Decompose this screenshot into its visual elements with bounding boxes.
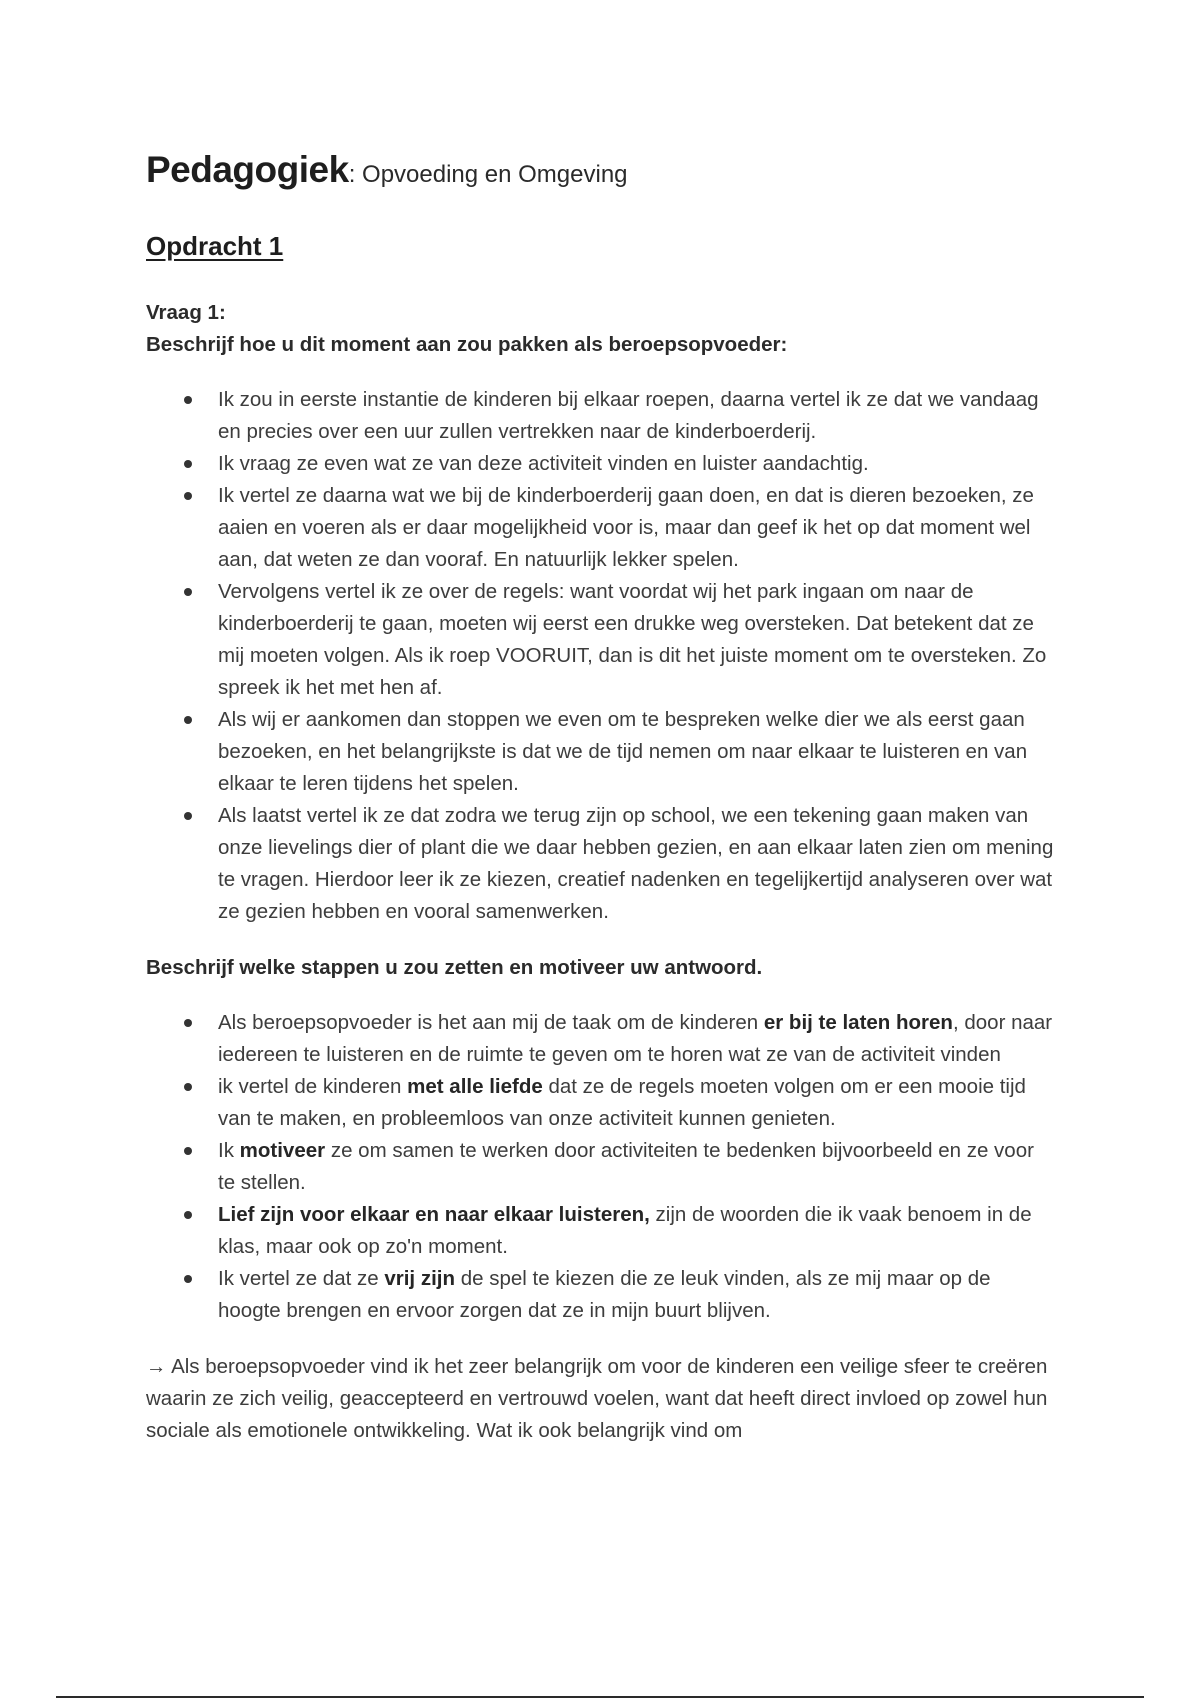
list-item-text: Ik zou in eerste instantie de kinderen bij elkaar roepen, daarna vertel ik ze dat we vandaag en precies over een uur zullen vertrekken naar de kinderboerderij. [218,388,1039,443]
bullet-icon [184,1211,192,1219]
list-item-text-after: zijn de woorden die ik vaak benoem in de klas, maar ook op zo'n moment. [218,1203,1032,1258]
document-title [146,148,1056,197]
list-item [146,1071,1056,1135]
document-page [146,148,1056,1447]
answer-list-1 [146,384,1056,928]
list-item-text-bold: motiveer [239,1139,326,1162]
list-item-text-after: dat ze de regels moeten volgen om er een mooie tijd van te maken, en probleemloos van onze activiteit kunnen genieten. [218,1075,1026,1130]
list-item-text-after: de spel te kiezen die ze leuk vinden, als ze mij maar op de hoogte brengen en ervoor zorgen dat ze in mijn buurt blijven. [218,1267,991,1322]
list-item-text: Vervolgens vertel ik ze over de regels: want voordat wij het park ingaan om naar de kinderboerderij te gaan, moeten wij eerst een drukke weg oversteken. Dat betekent dat ze mij moeten volgen. Als ik roep VOORUIT, dan is dit het juiste moment om te oversteken. Zo spreek ik het met hen af. [218,580,1047,699]
bullet-icon [184,492,192,500]
list-item [146,704,1056,800]
question-prompt: Beschrijf hoe u dit moment aan zou pakken als beroepsopvoeder: [146,333,788,356]
list-item-text: Ik vraag ze even wat ze van deze activiteit vinden en luister aandachtig. [218,452,869,475]
list-item [146,480,1056,576]
title-subtitle: : Opvoeding en Omgeving [348,161,628,188]
bullet-icon [184,396,192,404]
list-item [146,800,1056,928]
list-item [146,384,1056,448]
question-prompt-steps: Beschrijf welke stappen u zou zetten en motiveer uw antwoord. [146,956,763,979]
bullet-icon [184,1083,192,1091]
list-item-text-before: Ik vertel ze dat ze [218,1267,385,1290]
bullet-icon [184,716,192,724]
list-item-text-before: Ik [218,1139,240,1162]
bullet-icon [184,1275,192,1283]
list-item-text-bold: met alle liefde [407,1075,543,1098]
title-main: Pedagogiek [146,149,349,190]
bullet-icon [184,1147,192,1155]
page-bottom-divider [56,1696,1144,1698]
list-item-text: Als laatst vertel ik ze dat zodra we terug zijn op school, we een tekening gaan maken van onze lievelings dier of plant die we daar hebben gezien, en aan elkaar laten zien om mening te vragen. Hierdoor leer ik ze kiezen, creatief nadenken en tegelijkertijd analyseren over wat ze gezien hebben en vooral samenwerken. [218,804,1054,923]
question-label: Vraag 1: [146,301,226,324]
list-item [146,1199,1056,1263]
list-item [146,1263,1056,1327]
list-item-text-before: Als beroepsopvoeder is het aan mij de taak om de kinderen [218,1011,764,1034]
list-item-text-after: , door naar iedereen te luisteren en de ruimte te geven om te horen wat ze van de activiteit vinden [218,1011,1053,1066]
list-item [146,448,1056,480]
list-item-text-bold: er bij te laten horen [763,1011,953,1034]
list-item-text: Als wij er aankomen dan stoppen we even om te bespreken welke dier we als eerst gaan bezoeken, en het belangrijkste is dat we de tijd nemen om naar elkaar te luisteren en van elkaar te leren tijdens het spelen. [218,708,1028,795]
bullet-icon [184,460,192,468]
bullet-icon [184,588,192,596]
assignment-heading: Opdracht 1 [146,231,284,261]
list-item-text-bold: Lief zijn voor elkaar en naar elkaar luisteren, [218,1203,650,1226]
list-item-text-before: ik vertel de kinderen [218,1075,408,1098]
bullet-icon [184,812,192,820]
list-item [146,1007,1056,1071]
list-item-text-after: ze om samen te werken door activiteiten te bedenken bijvoorbeeld en ze voor te stellen. [218,1139,1034,1194]
list-item [146,1135,1056,1199]
list-item-text-bold: vrij zijn [384,1267,455,1290]
conclusion-paragraph: → Als beroepsopvoeder vind ik het zeer belangrijk om voor de kinderen een veilige sfeer te creëren waarin ze zich veilig, geaccepteerd en vertrouwd voelen, want dat heeft direct invloed op zowel hun sociale als emotionele ontwikkeling. Wat ik ook belangrijk vind om [146,1355,1048,1442]
answer-list-2 [146,1007,1056,1327]
bullet-icon [184,1019,192,1027]
list-item-text: Ik vertel ze daarna wat we bij de kinderboerderij gaan doen, en dat is dieren bezoeken, ze aaien en voeren als er daar mogelijkheid voor is, maar dan geef ik het op dat moment wel aan, dat weten ze dan vooraf. En natuurlijk lekker spelen. [218,484,1034,571]
list-item [146,576,1056,704]
